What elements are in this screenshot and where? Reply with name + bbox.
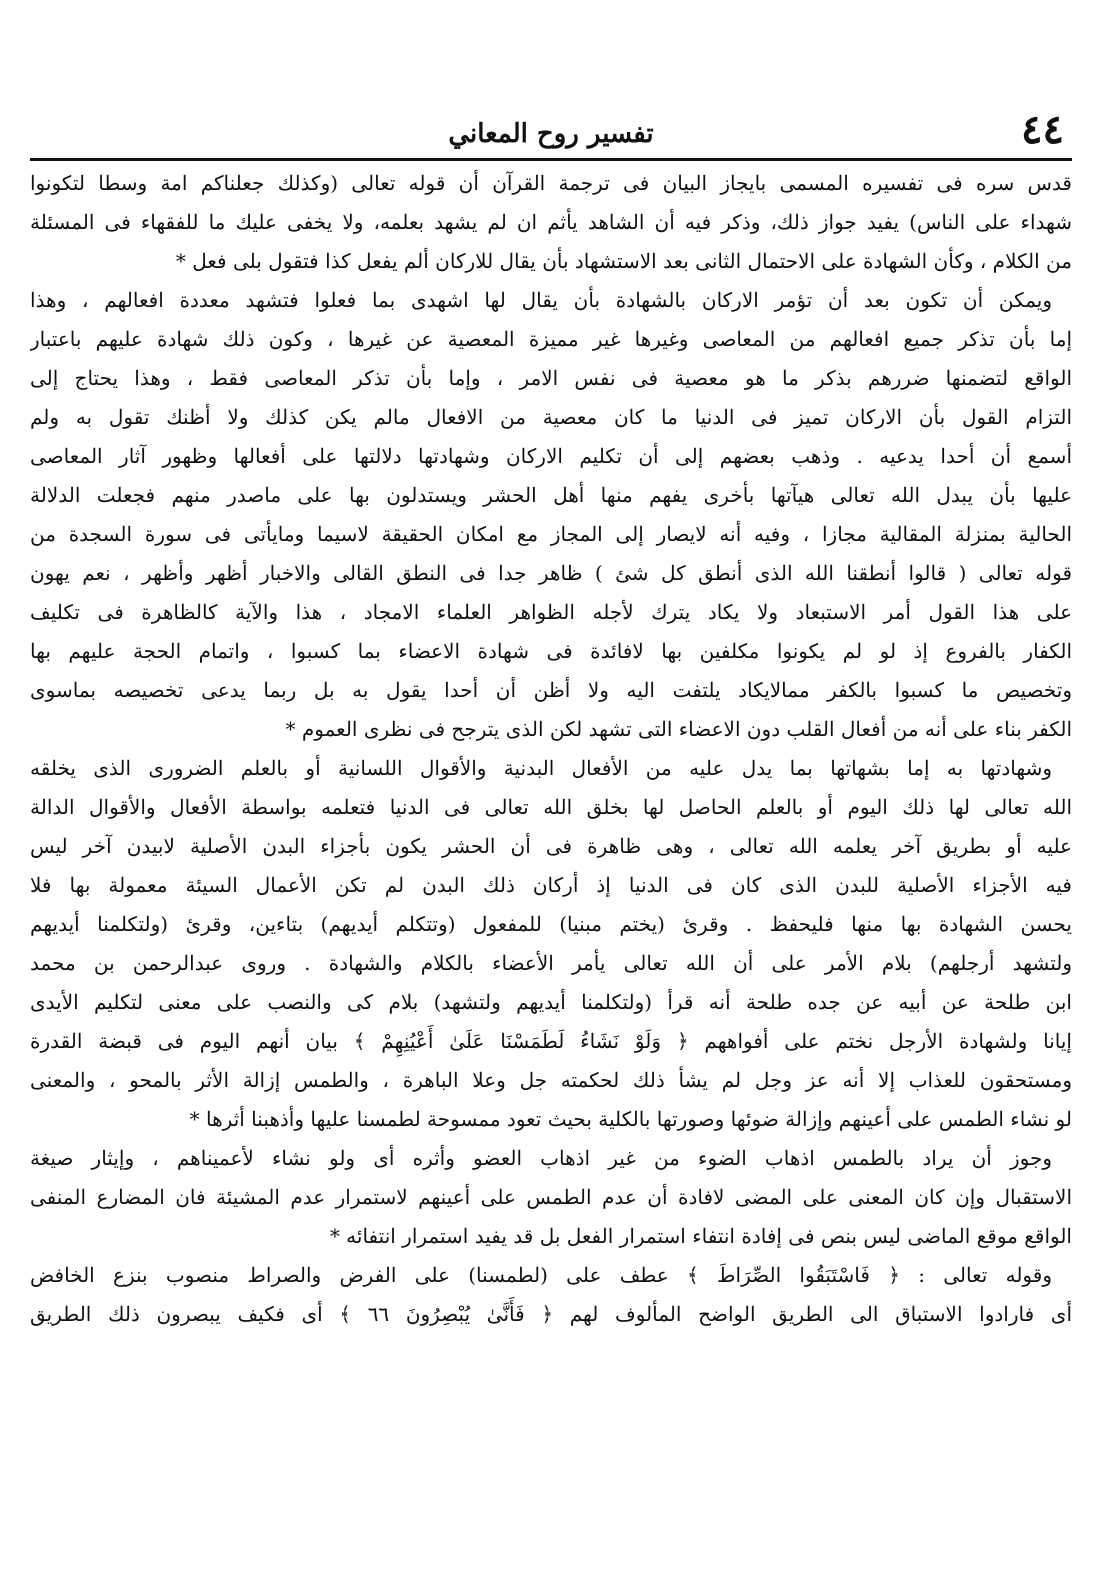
text-line: يحسن الشهادة بها منها فليحفظ . وقرئ (يختم مبنيا) للمفعول (وتتكلم أيديهم) بتاءين، وقرئ (ولتكلمنا أيديهم: [30, 912, 1072, 936]
text-line: أسمع أن أحدا يدعيه . وذهب بعضهم إلى أن تكليم الاركان وشهادتها دلالتها على أفعالها وظهور آثار المعاصى: [30, 444, 1072, 468]
text-line: التزام القول بأن الاركان تميز فى الدنيا ما كان معصية من الافعال مالم يكن كذلك ولا أظنك تقول به ولم: [30, 405, 1072, 429]
book-page: [30, 100, 1072, 1540]
text-line: عليها بأن يبدل الله تعالى هيآتها بأخرى يفهم منها أهل الحشر ويستدلون بها على ماصدر منهم فجعلت الدلالة: [30, 483, 1072, 507]
running-title: تفسير روح المعاني: [448, 119, 654, 149]
text-line: ابن طلحة عن أبيه عن جده طلحة أنه قرأ (ولتكلمنا أيديهم ولتشهد) بلام كى والنصب على معنى لتكليم الأيدى: [30, 990, 1072, 1014]
text-line: وتخصيص ما كسبوا بالكفر ممالايكاد يلتفت اليه ولا أظن أن أحدا يقول به بل ربما يدعى تخصيصه بماسوى: [30, 678, 1072, 702]
text-line: ويمكن أن تكون بعد أن تؤمر الاركان بالشهادة بأن يقال لها اشهدى بما فعلوا فتشهد معددة افعالهم ، وهذا: [30, 288, 1052, 312]
text-line: قوله تعالى ( قالوا أنطقنا الله الذى أنطق كل شئ ) ظاهر جدا فى النطق القالى والاخبار أظهر وأظهر ، نعم يهون: [30, 561, 1072, 585]
text-line: على هذا القول أمر الاستبعاد ولا يكاد يترك لأجله الظواهر العلماء الامجاد ، هذا والآية كالظاهرة فى تكليف: [30, 600, 1072, 624]
text-line: وجوز أن يراد بالطمس اذهاب الضوء من غير اذهاب العضو وأثره أى ولو نشاء لأعميناهم ، وإيثار صيغة: [30, 1146, 1053, 1170]
text-line: إيانا ولشهادة الأرجل نختم على أفواههم ﴿ وَلَوْ نَشَاءُ لَطَمَسْنَا عَلَىٰ أَعْيُنِهِمْ ﴾ بيان أنهم اليوم فى قبضة القدرة: [30, 1029, 1072, 1053]
text-line: لو نشاء الطمس على أعينهم وإزالة ضوئها وصورتها بالكلية بحيث تعود ممسوحة لطمسنا عليها وأذهبنا أثرها *: [189, 1107, 1072, 1131]
text-line: إما بأن تذكر جميع افعالهم من المعاصى وغيرها غير مميزة المعصية عن غيرها ، وكون ذلك شهادة عليهم باعتبار: [30, 327, 1072, 351]
text-line: الكفار بالفروع إذ لو لم يكونوا مكلفين بها لافائدة فى شهادة الاعضاء بما كسبوا ، واتمام الحجة عليهم بها: [30, 639, 1072, 663]
page-header: [30, 100, 1072, 152]
text-line: وشهادتها به إما بشهاتها بما يدل عليه من الأفعال البدنية والأقوال اللسانية أو بالعلم الضرورى الذى يخلقه: [30, 756, 1052, 780]
text-line: الواقع لتضمنها ضررهم بذكر ما هو معصية فى نفس الامر ، وإما بأن تذكر المعاصى فقط ، وهذا يحتاج إلى: [30, 366, 1072, 390]
text-line: الواقع موقع الماضى ليس بنص فى إفادة انتفاء استمرار الفعل بل قد يفيد استمرار انتفائه *: [329, 1224, 1072, 1248]
text-line: الله تعالى لها ذلك اليوم أو بالعلم الحاصل لها بخلق الله تعالى فى الدنيا فتعلمه بواسطة الأفعال والأقوال الدالة: [30, 795, 1072, 819]
text-line: أى فارادوا الاستباق الى الطريق الواضح المألوف لهم ﴿ فَأَنَّىٰ يُبْصِرُونَ ٦٦ ﴾ أى فكيف يبصرون ذلك الطريق: [30, 1302, 1072, 1326]
text-line: قدس سره فى تفسيره المسمى بايجاز البيان فى ترجمة القرآن أن قوله تعالى (وكذلك جعلناكم امة وسطا لتكونوا: [30, 171, 1072, 195]
text-line: الاستقبال وإن كان المعنى على المضى لافادة أن عدم الطمس على أعينهم لاستمرار عدم المشيئة فان المضارع المنفى: [30, 1185, 1072, 1209]
text-line: ومستحقون للعذاب إلا أنه عز وجل لم يشأ ذلك لحكمته جل وعلا الباهرة ، والطمس إزالة الأثر بالمحو ، والمعنى: [30, 1068, 1072, 1092]
text-line: وقوله تعالى : ﴿ فَاسْتَبَقُوا الصِّرَاطَ ﴾ عطف على (لطمسنا) على الفرض والصراط منصوب بنزع الخافض: [30, 1263, 1052, 1287]
text-line: من الكلام ، وكأن الشهادة على الاحتمال الثانى بعد الاستشهاد بأن يقال للاركان ألم يفعل كذا فتقول بلى فعل *: [175, 249, 1072, 273]
text-line: شهداء على الناس) يفيد جواز ذلك، وذكر فيه أن الشاهد يأثم ان لم يشهد بعلمه، ولا يخفى عليك ما للفقهاء فى المسئلة: [30, 210, 1072, 234]
text-line: ولتشهد أرجلهم) بلام الأمر على أن الله تعالى يأمر الأعضاء بالكلام والشهادة . وروى عبدالرحمن بن محمد: [30, 951, 1072, 975]
text-line: فيه الأجزاء الأصلية للبدن الذى كان فى الدنيا إذ أركان ذلك البدن لم تكن الأعمال السيئة معمولة بها فلا: [30, 873, 1072, 897]
text-line: الحالية بمنزلة المقالية مجازا ، وفيه أنه لايصار إلى المجاز مع امكان الحقيقة لاسيما ومايأتى فى سورة السجدة من: [30, 522, 1072, 546]
header-rule: [30, 158, 1072, 161]
body-text: [30, 164, 1072, 1334]
text-line: الكفر بناء على أنه من أفعال القلب دون الاعضاء التى تشهد لكن الذى يترجح فى نظرى العموم *: [285, 717, 1072, 741]
page-number: ٤٤: [1021, 106, 1064, 153]
text-line: عليه أو بطريق آخر يعلمه الله تعالى ، وهى ظاهرة فى أن الحشر يكون بأجزاء البدن الأصلية لابيدن آخر ليس: [30, 834, 1072, 858]
